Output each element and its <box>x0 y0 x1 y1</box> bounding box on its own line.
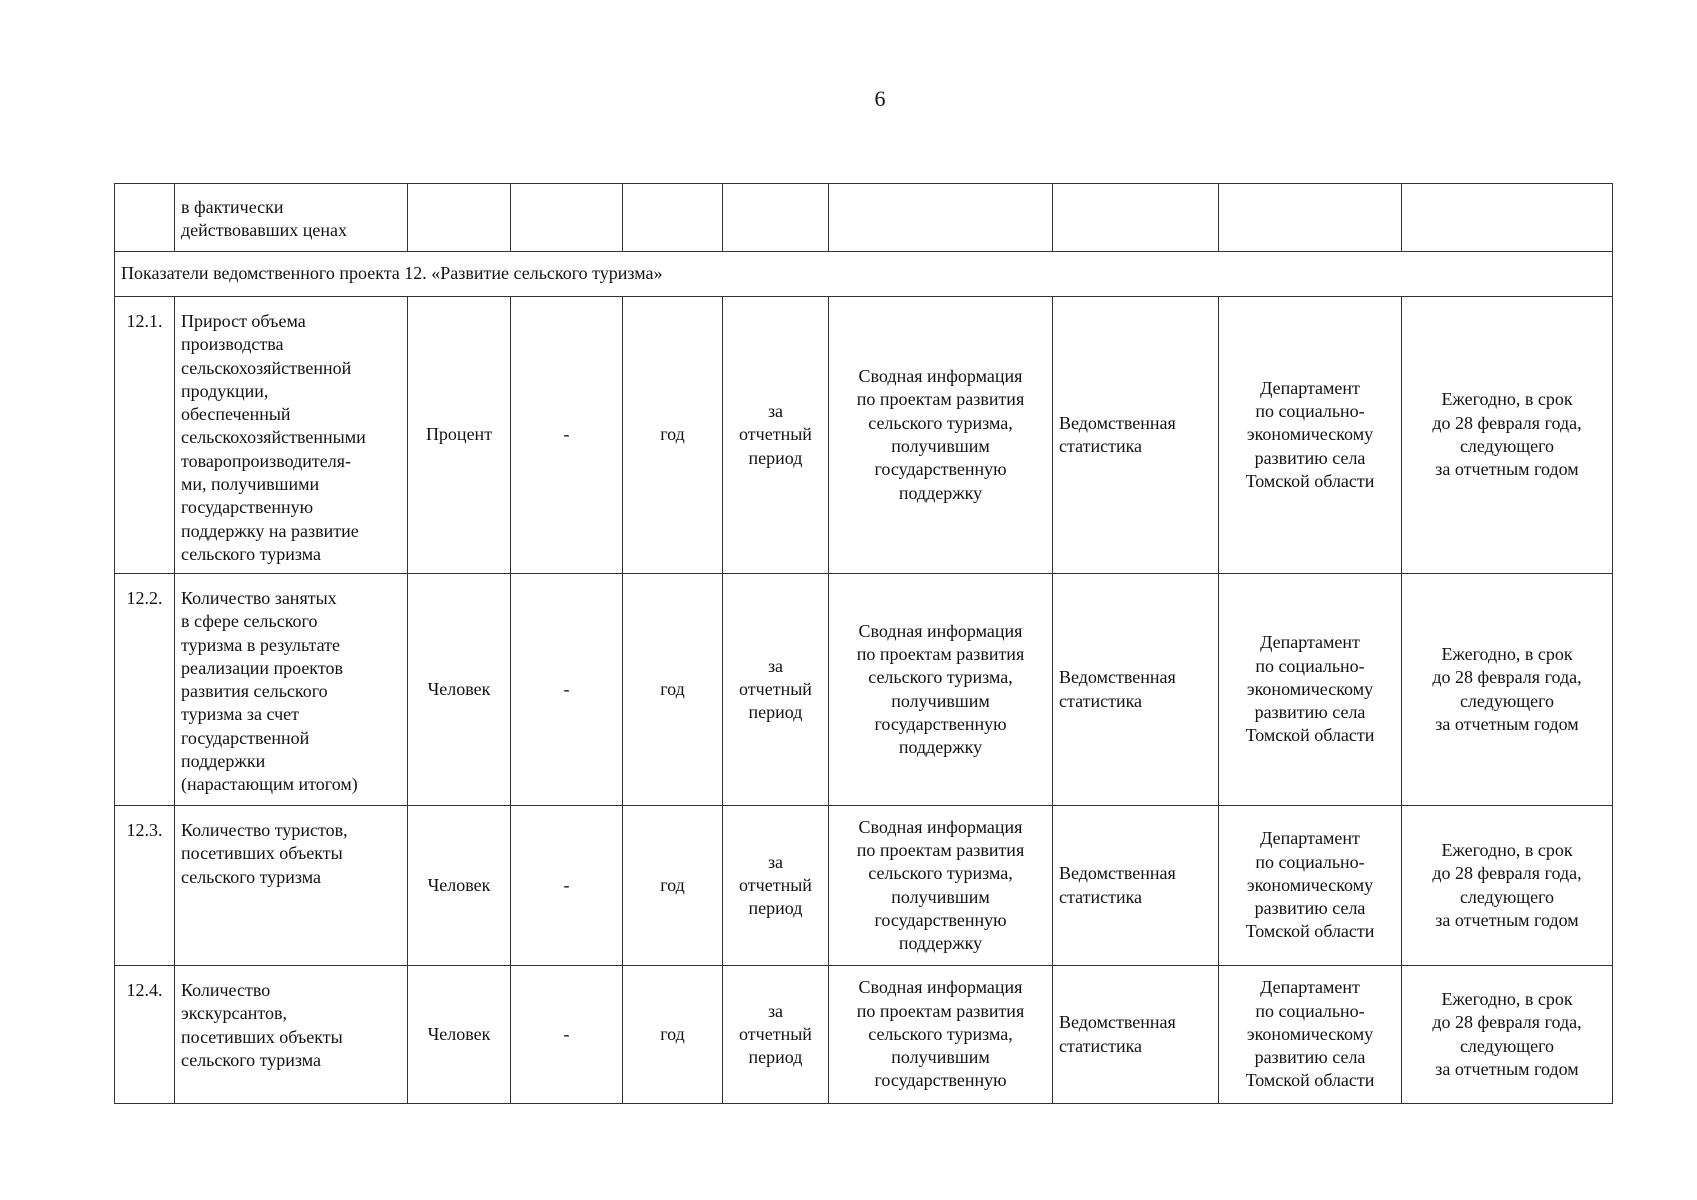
source-cell: Сводная информация по проектам развития сельского туризма, получившим государственную поддержку <box>829 574 1053 806</box>
term-cell: за отчетный период <box>723 806 829 966</box>
term-cell: за отчетный период <box>723 297 829 574</box>
indicator-name: Количество занятых в сфере сельского туризма в результате реализации проектов развития сельского туризма за счет государственной поддержки (нарастающим итогом) <box>175 574 408 806</box>
dash-cell: - <box>511 966 623 1104</box>
cell-empty <box>511 184 623 252</box>
page-number: 6 <box>874 86 886 111</box>
method-cell: Ведомственная статистика <box>1053 806 1219 966</box>
cell-empty <box>829 184 1053 252</box>
row-number: 12.4. <box>115 966 175 1104</box>
table-row <box>115 574 1613 806</box>
cell-empty <box>1219 184 1402 252</box>
period-cell: год <box>623 806 723 966</box>
deadline-cell: Ежегодно, в срок до 28 февраля года, следующего за отчетным годом <box>1402 574 1613 806</box>
indicator-name: Количество туристов, посетивших объекты сельского туризма <box>175 806 408 966</box>
responsible-cell: Департамент по социально- экономическому развитию села Томской области <box>1219 574 1402 806</box>
table-row <box>115 297 1613 574</box>
row-number: 12.2. <box>115 574 175 806</box>
responsible-cell: Департамент по социально- экономическому развитию села Томской области <box>1219 297 1402 574</box>
dash-cell: - <box>511 806 623 966</box>
row-number: 12.1. <box>115 297 175 574</box>
section-header-row <box>115 252 1613 297</box>
unit-cell: Процент <box>408 297 511 574</box>
responsible-cell: Департамент по социально- экономическому развитию села Томской области <box>1219 806 1402 966</box>
cell-empty <box>408 184 511 252</box>
cell-empty <box>623 184 723 252</box>
cell-empty <box>1053 184 1219 252</box>
source-cell: Сводная информация по проектам развития сельского туризма, получившим государственную поддержку <box>829 297 1053 574</box>
section-title: Показатели ведомственного проекта 12. «Развитие сельского туризма» <box>115 252 1613 297</box>
cell-empty <box>1402 184 1613 252</box>
period-cell: год <box>623 966 723 1104</box>
unit-cell: Человек <box>408 966 511 1104</box>
row-number: 12.3. <box>115 806 175 966</box>
period-cell: год <box>623 574 723 806</box>
indicator-name: в фактически действовавших ценах <box>175 184 408 252</box>
unit-cell: Человек <box>408 806 511 966</box>
method-cell: Ведомственная статистика <box>1053 297 1219 574</box>
term-cell: за отчетный период <box>723 574 829 806</box>
cell-empty <box>115 184 175 252</box>
unit-cell: Человек <box>408 574 511 806</box>
cell-empty <box>723 184 829 252</box>
responsible-cell: Департамент по социально- экономическому развитию села Томской области <box>1219 966 1402 1104</box>
indicator-name: Количество экскурсантов, посетивших объекты сельского туризма <box>175 966 408 1104</box>
dash-cell: - <box>511 574 623 806</box>
deadline-cell: Ежегодно, в срок до 28 февраля года, следующего за отчетным годом <box>1402 806 1613 966</box>
table-row-continuation <box>115 184 1613 252</box>
method-cell: Ведомственная статистика <box>1053 966 1219 1104</box>
table-row <box>115 806 1613 966</box>
source-cell: Сводная информация по проектам развития сельского туризма, получившим государственную поддержку <box>829 806 1053 966</box>
period-cell: год <box>623 297 723 574</box>
deadline-cell: Ежегодно, в срок до 28 февраля года, следующего за отчетным годом <box>1402 297 1613 574</box>
term-cell: за отчетный период <box>723 966 829 1104</box>
source-cell: Сводная информация по проектам развития сельского туризма, получившим государственную <box>829 966 1053 1104</box>
indicator-name: Прирост объема производства сельскохозяйственной продукции, обеспеченный сельскохозяйственными товаропроизводителя- ми, получившими государственную поддержку на развитие сельского туризма <box>175 297 408 574</box>
dash-cell: - <box>511 297 623 574</box>
indicators-table <box>114 183 1613 1104</box>
method-cell: Ведомственная статистика <box>1053 574 1219 806</box>
table-row <box>115 966 1613 1104</box>
deadline-cell: Ежегодно, в срок до 28 февраля года, следующего за отчетным годом <box>1402 966 1613 1104</box>
